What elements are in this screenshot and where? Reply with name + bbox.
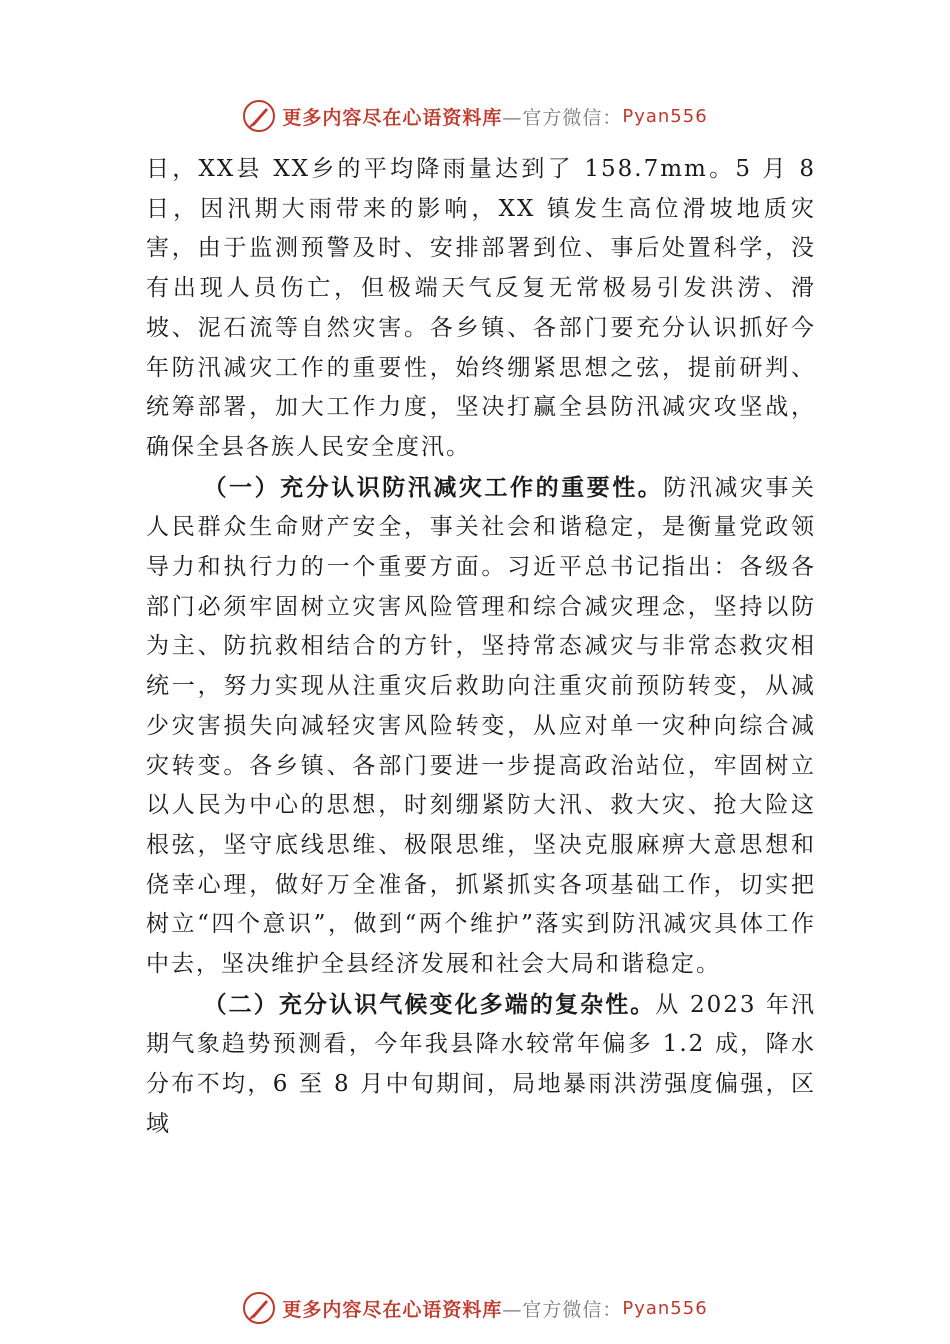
banner-wechat-id: Pyan556 [622, 1297, 708, 1319]
paragraph-section-1 [146, 468, 816, 985]
section-heading: （二）充分认识气候变化多端的复杂性。 [203, 990, 656, 1018]
paragraph-text: 从 2023 年汛期气象趋势预测看，今年我县降水较常年偏多 1.2 成，降水分布不均，6 至 8 月中旬期间，局地暴雨洪涝强度偏强，区域 [146, 991, 817, 1137]
footer-banner [0, 1288, 950, 1328]
quill-logo-icon [242, 99, 276, 133]
paragraph-text: 防汛减灾事关人民群众生命财产安全，事关社会和谐稳定，是衡量党政领导力和执行力的一个重要方面。习近平总书记指出：各级各部门必须牢固树立灾害风险管理和综合减灾理念，坚持以防为主、防抗救相结合的方针，坚持常态减灾与非常态救灾相统一，努力实现从注重灾后救助向注重灾前预防转变，从减少灾害损失向减轻灾害风险转变，从应对单一灾种向综合减灾转变。各乡镇、各部门要进一步提高政治站位，牢固树立以人民为中心的思想，时刻绷紧防大汛、救大灾、抢大险这根弦，坚守底线思维、极限思维，坚决克服麻痹大意思想和侥幸心理，做好万全准备，抓紧抓实各项基础工作，切实把树立“四个意识”，做到“两个维护”落实到防汛减灾具体工作中去，坚决维护全县经济发展和社会大局和谐稳定。 [146, 474, 817, 978]
section-heading: （一）充分认识防汛减灾工作的重要性。 [203, 473, 664, 501]
banner-wechat-label: —官方微信： [502, 106, 623, 129]
banner-wechat-id: Pyan556 [622, 105, 708, 127]
paragraph-text: 日，XX县 XX乡的平均降雨量达到了 158.7mm。5 月 8 日，因汛期大雨带来的影响，XX 镇发生高位滑坡地质灾害，由于监测预警及时、安排部署到位、事后处置科学，没有出现人员伤亡，但极端天气反复无常极易引发洪涝、滑坡、泥石流等自然灾害。各乡镇、各部门要充分认识抓好今年防汛减灾工作的重要性，始终绷紧思想之弦，提前研判、统筹部署，加大工作力度，坚决打赢全县防汛减灾攻坚战，确保全县各族人民安全度汛。 [146, 156, 816, 460]
paragraph-section-2 [146, 985, 816, 1145]
banner-library-text: 更多内容尽在心语资料库 [282, 106, 503, 129]
document-body [146, 150, 816, 1145]
banner-library-text: 更多内容尽在心语资料库 [282, 1298, 503, 1321]
quill-logo-icon [242, 1291, 276, 1325]
header-banner [0, 96, 950, 136]
paragraph-continued [146, 150, 816, 468]
banner-wechat-label: —官方微信： [502, 1298, 623, 1321]
